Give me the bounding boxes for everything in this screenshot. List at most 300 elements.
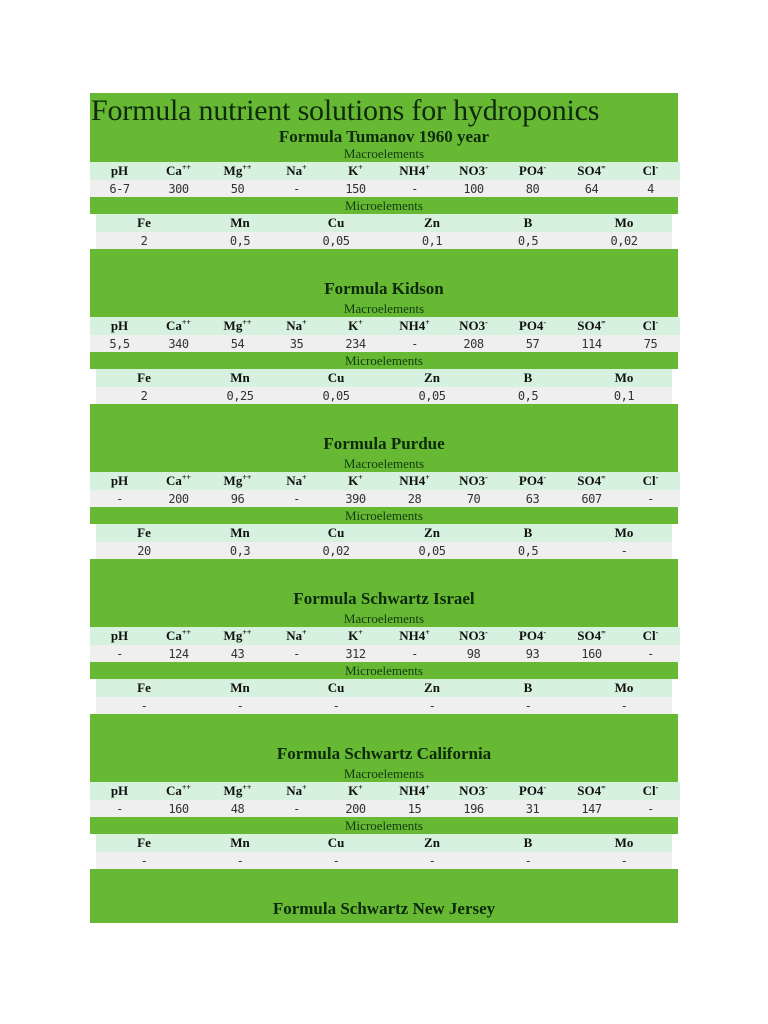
ion-charge: -: [485, 473, 488, 482]
macro-header-cell: [208, 628, 267, 644]
micro-value-cell: 0,3: [229, 543, 251, 558]
element-symbol: pH: [110, 163, 129, 178]
macro-value-row: [90, 645, 680, 662]
element-symbol: NO3: [459, 318, 486, 333]
macro-value-cell: 607: [581, 491, 602, 506]
micro-value-row: [96, 232, 672, 249]
formula-title-band: [90, 249, 678, 317]
macro-value-cell: -: [116, 646, 123, 661]
macro-header-cell: [90, 628, 149, 644]
element-symbol: Na: [286, 783, 303, 798]
macro-value-cell: -: [411, 646, 418, 661]
macro-header-cell: [208, 783, 267, 799]
ion-charge: ++: [181, 318, 191, 327]
ion-charge: =: [601, 783, 606, 792]
formula-section: [90, 249, 678, 404]
macro-header-cell: [621, 783, 680, 799]
element-symbol: Mg: [223, 473, 243, 488]
micro-value-cell: 0,1: [421, 233, 443, 248]
micro-value-cell: 0,05: [418, 388, 446, 403]
micro-value-cell: 20: [137, 543, 151, 558]
element-symbol: NO3: [459, 783, 486, 798]
microelements-band: [90, 352, 678, 369]
ion-charge: +: [425, 163, 430, 172]
ion-charge: -: [543, 163, 547, 172]
formula-section: [90, 714, 678, 869]
macro-value-cell: 147: [581, 801, 602, 816]
macro-value-cell: 340: [168, 336, 189, 351]
microelements-band: [90, 817, 678, 834]
macroelements-label: Macroelements: [343, 146, 425, 161]
macro-value-cell: 312: [345, 646, 366, 661]
macro-header-cell: [267, 163, 326, 179]
ion-charge: +: [302, 163, 307, 172]
ion-charge: +: [358, 783, 363, 792]
macro-header-cell: [503, 163, 562, 179]
element-symbol: Mg: [223, 163, 243, 178]
formula-section: [90, 127, 678, 249]
macro-header-cell: [326, 628, 385, 644]
ion-charge: -: [543, 783, 547, 792]
micro-value-cell: -: [524, 698, 532, 713]
micro-header-cell: Mo: [614, 215, 634, 230]
element-symbol: SO4: [577, 473, 602, 488]
macro-value-cell: -: [647, 491, 654, 506]
element-symbol: K: [348, 783, 359, 798]
element-symbol: pH: [110, 628, 129, 643]
formula-title: Formula Purdue: [323, 434, 445, 453]
macro-value-cell: 54: [230, 336, 245, 351]
ion-charge: ++: [181, 163, 191, 172]
micro-header-cell: Zn: [424, 525, 440, 540]
macro-value-cell: -: [293, 646, 300, 661]
macro-header-cell: [385, 473, 444, 489]
ion-charge: ++: [181, 473, 191, 482]
macro-header-cell: [621, 628, 680, 644]
ion-charge: ++: [242, 318, 252, 327]
micro-header-cell: Cu: [327, 370, 345, 385]
macro-value-cell: -: [411, 336, 418, 351]
macro-header-cell: [326, 318, 385, 334]
micro-value-cell: -: [140, 698, 148, 713]
micro-value-cell: 0,05: [418, 543, 446, 558]
macro-header-cell: [149, 783, 208, 799]
macro-value-cell: 80: [525, 181, 540, 196]
macro-value-cell: 64: [584, 181, 599, 196]
macroelements-label: Macroelements: [343, 611, 425, 626]
micro-header-cell: Fe: [137, 525, 151, 540]
formula-title-band: [90, 559, 678, 627]
macro-header-cell: [385, 318, 444, 334]
micro-value-cell: -: [620, 853, 628, 868]
element-symbol: Ca: [165, 473, 182, 488]
macro-value-cell: 63: [525, 491, 540, 506]
formula-section: [90, 404, 678, 559]
micro-header-row: [96, 214, 672, 232]
macro-value-row: [90, 335, 680, 352]
microelements-label: Microelements: [345, 198, 423, 213]
micro-header-cell: Mo: [614, 680, 634, 695]
ion-charge: ++: [242, 473, 252, 482]
ion-charge: +: [425, 783, 430, 792]
macroelements-label: Macroelements: [343, 456, 425, 471]
micro-value-cell: -: [236, 698, 244, 713]
macro-header-cell: [326, 783, 385, 799]
element-symbol: PO4: [518, 163, 544, 178]
element-symbol: Ca: [165, 783, 182, 798]
ion-charge: -: [485, 783, 488, 792]
macro-value-cell: 150: [345, 181, 366, 196]
microelements-band: [90, 662, 678, 679]
ion-charge: +: [358, 318, 363, 327]
macro-header-cell: [444, 163, 503, 179]
micro-value-cell: 0,5: [517, 233, 539, 248]
ion-charge: -: [655, 473, 659, 482]
element-symbol: K: [348, 163, 359, 178]
micro-header-cell: B: [523, 680, 533, 695]
macro-value-cell: -: [293, 801, 300, 816]
macroelements-label: Macroelements: [343, 766, 425, 781]
ion-charge: -: [655, 783, 659, 792]
element-symbol: Mg: [223, 783, 243, 798]
microelements-label: Microelements: [345, 353, 423, 368]
macro-header-cell: [149, 163, 208, 179]
element-symbol: Cl: [642, 163, 656, 178]
micro-value-cell: 0,5: [517, 543, 539, 558]
macro-header-row: [90, 627, 680, 645]
macro-value-cell: 5,5: [109, 336, 130, 351]
macro-header-cell: [267, 783, 326, 799]
macro-value-cell: 114: [581, 336, 602, 351]
macro-header-row: [90, 162, 680, 180]
micro-value-cell: -: [428, 853, 436, 868]
macro-value-cell: 390: [345, 491, 366, 506]
macro-header-cell: [503, 318, 562, 334]
macro-header-cell: [208, 163, 267, 179]
macro-header-cell: [90, 783, 149, 799]
micro-header-cell: Mn: [230, 525, 250, 540]
micro-header-cell: Mo: [614, 525, 634, 540]
macro-header-row: [90, 782, 680, 800]
micro-header-cell: Mn: [230, 215, 250, 230]
micro-value-row: [96, 542, 672, 559]
macro-header-cell: [267, 473, 326, 489]
micro-header-cell: Mn: [230, 835, 250, 850]
ion-charge: ++: [181, 783, 191, 792]
macro-header-cell: [149, 318, 208, 334]
formula-title: Formula Tumanov 1960 year: [278, 127, 490, 146]
macro-value-cell: 31: [525, 801, 540, 816]
macro-value-cell: 200: [168, 491, 189, 506]
ion-charge: +: [425, 628, 430, 637]
macro-header-cell: [149, 628, 208, 644]
macro-header-cell: [621, 318, 680, 334]
element-symbol: Ca: [165, 163, 182, 178]
micro-header-cell: Mn: [230, 680, 250, 695]
micro-header-cell: Cu: [327, 835, 345, 850]
element-symbol: PO4: [518, 473, 544, 488]
ion-charge: +: [302, 473, 307, 482]
macro-header-cell: [208, 318, 267, 334]
macro-header-cell: [385, 783, 444, 799]
ion-charge: =: [601, 473, 606, 482]
micro-header-row: [96, 524, 672, 542]
formula-sheet: [90, 93, 678, 923]
micro-value-cell: 0,02: [322, 543, 350, 558]
ion-charge: ++: [181, 628, 191, 637]
macro-value-cell: -: [116, 801, 123, 816]
micro-header-cell: Fe: [137, 370, 151, 385]
micro-header-cell: B: [523, 215, 533, 230]
macroelements-label: Macroelements: [343, 301, 425, 316]
ion-charge: ++: [242, 783, 252, 792]
macro-header-cell: [621, 473, 680, 489]
micro-header-cell: Mn: [230, 370, 250, 385]
element-symbol: SO4: [577, 783, 602, 798]
micro-header-cell: Zn: [424, 215, 440, 230]
macro-header-cell: [267, 628, 326, 644]
formula-title: Formula Schwartz California: [276, 744, 492, 763]
element-symbol: Ca: [165, 318, 182, 333]
element-symbol: Cl: [642, 628, 656, 643]
micro-header-cell: B: [523, 525, 533, 540]
microelements-label: Microelements: [345, 818, 423, 833]
macro-value-cell: -: [293, 491, 300, 506]
macro-header-cell: [385, 163, 444, 179]
element-symbol: PO4: [518, 318, 544, 333]
micro-value-cell: 0,02: [610, 233, 638, 248]
macro-value-cell: 35: [289, 336, 304, 351]
formula-title: Formula Schwartz Israel: [293, 589, 475, 608]
micro-header-cell: Fe: [137, 835, 151, 850]
ion-charge: -: [655, 318, 659, 327]
element-symbol: pH: [110, 783, 129, 798]
element-symbol: SO4: [577, 318, 602, 333]
element-symbol: Ca: [165, 628, 182, 643]
macro-header-cell: [562, 473, 621, 489]
element-symbol: Cl: [642, 318, 656, 333]
macro-value-cell: 160: [168, 801, 189, 816]
macro-value-cell: 70: [466, 491, 481, 506]
microelements-label: Microelements: [345, 508, 423, 523]
microelements-band: [90, 507, 678, 524]
microelements-label: Microelements: [345, 663, 423, 678]
macro-value-cell: 96: [230, 491, 245, 506]
macro-value-cell: 93: [525, 646, 540, 661]
micro-value-cell: -: [236, 853, 244, 868]
macro-header-cell: [326, 473, 385, 489]
macro-value-cell: 6-7: [109, 181, 130, 196]
macro-header-cell: [562, 318, 621, 334]
element-symbol: NO3: [459, 163, 486, 178]
micro-value-cell: -: [332, 698, 340, 713]
micro-value-cell: -: [620, 543, 628, 558]
micro-header-row: [96, 679, 672, 697]
ion-charge: ++: [242, 163, 252, 172]
ion-charge: +: [302, 628, 307, 637]
micro-value-cell: 0,5: [229, 233, 251, 248]
formula-title-band: [90, 714, 678, 782]
macro-header-row: [90, 317, 680, 335]
micro-header-cell: B: [523, 370, 533, 385]
ion-charge: +: [425, 318, 430, 327]
ion-charge: -: [485, 318, 488, 327]
macro-header-cell: [621, 163, 680, 179]
macro-value-cell: -: [411, 181, 418, 196]
micro-header-cell: Mo: [614, 370, 634, 385]
macro-header-cell: [562, 163, 621, 179]
formula-title-band: [90, 404, 678, 472]
macro-value-row: [90, 800, 680, 817]
macro-value-cell: 208: [463, 336, 484, 351]
ion-charge: +: [425, 473, 430, 482]
micro-value-cell: 0,05: [322, 388, 350, 403]
element-symbol: SO4: [577, 628, 602, 643]
macro-header-cell: [326, 163, 385, 179]
macro-value-row: [90, 490, 680, 507]
element-symbol: K: [348, 473, 359, 488]
micro-value-cell: -: [524, 853, 532, 868]
ion-charge: -: [485, 163, 488, 172]
macro-header-row: [90, 472, 680, 490]
macro-value-cell: 100: [463, 181, 484, 196]
element-symbol: pH: [110, 318, 129, 333]
ion-charge: +: [358, 628, 363, 637]
element-symbol: Na: [286, 318, 303, 333]
formula-title: Formula Kidson: [324, 279, 444, 298]
formula-title: Formula Schwartz New Jersey: [272, 899, 496, 918]
macro-header-cell: [385, 628, 444, 644]
formula-section: [90, 559, 678, 714]
ion-charge: +: [302, 318, 307, 327]
element-symbol: NH4: [399, 473, 426, 488]
formula-section: [90, 869, 678, 923]
ion-charge: =: [601, 318, 606, 327]
ion-charge: -: [543, 318, 547, 327]
micro-value-cell: 0,05: [322, 233, 350, 248]
element-symbol: PO4: [518, 628, 544, 643]
macro-header-cell: [267, 318, 326, 334]
formula-title-band: [90, 869, 678, 923]
formula-sections: [90, 127, 678, 923]
micro-value-cell: -: [428, 698, 436, 713]
micro-header-cell: Fe: [137, 215, 151, 230]
element-symbol: NO3: [459, 473, 486, 488]
macro-header-cell: [90, 318, 149, 334]
macro-header-cell: [90, 473, 149, 489]
element-symbol: NH4: [399, 163, 426, 178]
micro-value-cell: 2: [140, 388, 148, 403]
macro-header-cell: [90, 163, 149, 179]
micro-value-cell: 0,5: [517, 388, 539, 403]
ion-charge: -: [655, 163, 659, 172]
element-symbol: Na: [286, 473, 303, 488]
micro-header-cell: Fe: [137, 680, 151, 695]
macro-value-cell: 124: [168, 646, 189, 661]
macro-value-cell: 196: [463, 801, 484, 816]
element-symbol: K: [348, 628, 359, 643]
element-symbol: Mg: [223, 628, 243, 643]
macro-header-cell: [149, 473, 208, 489]
macro-value-cell: -: [116, 491, 123, 506]
ion-charge: -: [655, 628, 659, 637]
macro-value-cell: 160: [581, 646, 602, 661]
ion-charge: -: [485, 628, 488, 637]
macro-value-cell: -: [647, 801, 654, 816]
micro-value-cell: -: [620, 698, 628, 713]
macro-value-row: [90, 180, 680, 197]
ion-charge: =: [601, 628, 606, 637]
element-symbol: Na: [286, 628, 303, 643]
element-symbol: SO4: [577, 163, 602, 178]
macro-header-cell: [444, 783, 503, 799]
element-symbol: NH4: [399, 318, 426, 333]
ion-charge: +: [302, 783, 307, 792]
element-symbol: NO3: [459, 628, 486, 643]
macro-header-cell: [562, 783, 621, 799]
macro-value-cell: 15: [407, 801, 422, 816]
micro-header-cell: Mo: [614, 835, 634, 850]
micro-header-row: [96, 834, 672, 852]
macro-value-cell: 57: [525, 336, 540, 351]
microelements-band: [90, 197, 678, 214]
micro-value-cell: -: [140, 853, 148, 868]
macro-header-cell: [444, 318, 503, 334]
element-symbol: pH: [110, 473, 129, 488]
macro-header-cell: [208, 473, 267, 489]
ion-charge: +: [358, 163, 363, 172]
micro-header-cell: Cu: [327, 525, 345, 540]
formula-title-band: [90, 127, 678, 162]
micro-header-cell: Cu: [327, 215, 345, 230]
element-symbol: PO4: [518, 783, 544, 798]
element-symbol: K: [348, 318, 359, 333]
macro-header-cell: [444, 628, 503, 644]
micro-header-cell: Zn: [424, 835, 440, 850]
macro-value-cell: 4: [647, 181, 654, 196]
micro-value-row: [96, 697, 672, 714]
macro-value-cell: 28: [407, 491, 422, 506]
ion-charge: -: [543, 473, 547, 482]
ion-charge: -: [543, 628, 547, 637]
element-symbol: NH4: [399, 783, 426, 798]
macro-header-cell: [562, 628, 621, 644]
ion-charge: +: [358, 473, 363, 482]
macro-header-cell: [503, 783, 562, 799]
macro-header-cell: [444, 473, 503, 489]
micro-header-cell: Zn: [424, 680, 440, 695]
micro-header-cell: B: [523, 835, 533, 850]
micro-value-cell: -: [332, 853, 340, 868]
ion-charge: =: [601, 163, 606, 172]
element-symbol: NH4: [399, 628, 426, 643]
ion-charge: ++: [242, 628, 252, 637]
macro-value-cell: 300: [168, 181, 189, 196]
macro-value-cell: -: [647, 646, 654, 661]
macro-value-cell: 50: [230, 181, 245, 196]
element-symbol: Na: [286, 163, 303, 178]
element-symbol: Mg: [223, 318, 243, 333]
macro-value-cell: 43: [230, 646, 245, 661]
macro-value-cell: -: [293, 181, 300, 196]
macro-header-cell: [503, 628, 562, 644]
micro-value-cell: 0,1: [613, 388, 635, 403]
element-symbol: Cl: [642, 473, 656, 488]
macro-value-cell: 48: [230, 801, 245, 816]
document-title: Formula nutrient solutions for hydroponics: [90, 93, 678, 127]
micro-header-cell: Cu: [327, 680, 345, 695]
micro-value-cell: 2: [140, 233, 148, 248]
